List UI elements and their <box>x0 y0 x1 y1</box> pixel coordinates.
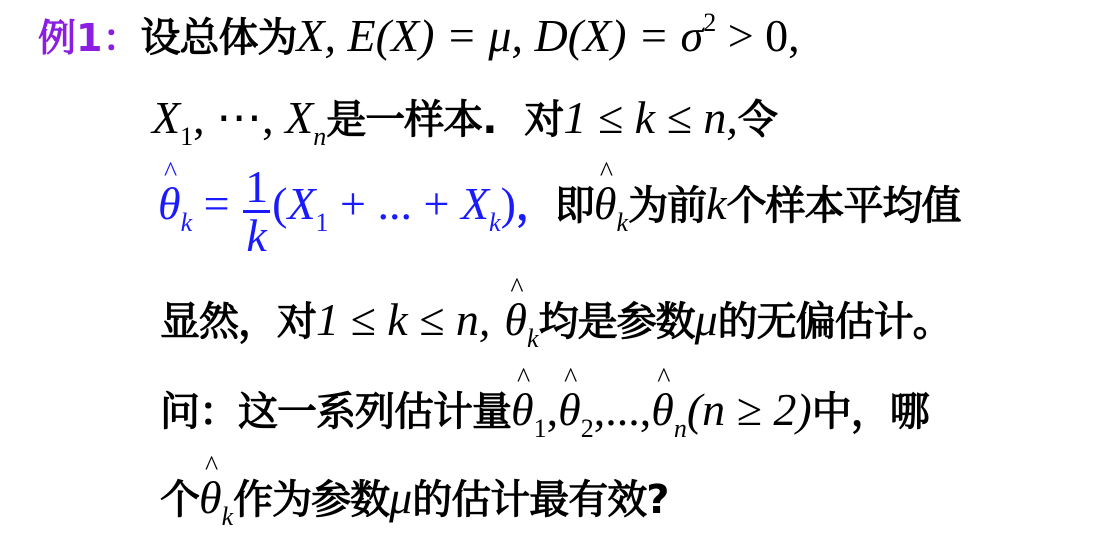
theta-k-hat-2: ^ θ <box>594 177 617 230</box>
line1-sup: 2 <box>703 8 717 37</box>
line5-text-b: 中，哪 <box>811 389 929 435</box>
line4-text-a: 显然，对 <box>160 299 316 345</box>
dots: , ⋯, <box>193 92 286 143</box>
theta-k-subscript-4: k <box>221 502 234 531</box>
line-1 <box>38 6 800 63</box>
x1-symbol-blue: X <box>287 178 316 230</box>
theta-1-hat: ^ θ <box>511 383 534 436</box>
line5-text-a: 问：这一系列估计量 <box>160 389 511 435</box>
example-label: 例1： <box>38 16 141 60</box>
k-symbol: k <box>706 178 727 230</box>
line4-text-b: 均是参数 <box>538 299 695 345</box>
line2-text-a: 是一样本. <box>326 97 497 143</box>
xn-subscript: n <box>313 122 327 151</box>
line-3 <box>158 161 961 263</box>
theta-k-subscript: k <box>180 208 193 238</box>
theta-2-subscript: 2 <box>580 414 594 443</box>
x1-subscript: 1 <box>180 122 194 151</box>
xk-subscript: k <box>489 208 501 238</box>
line3-text-b: 为前 <box>628 183 707 230</box>
comma-dots: ,..., <box>593 384 652 435</box>
line-2 <box>152 88 777 151</box>
line1-formula-tail: > 0, <box>716 10 800 61</box>
line4-text-c: 的无偏估计。 <box>717 299 952 345</box>
theta-n-hat: ^ θ <box>651 383 674 436</box>
line4-range: 1 ≤ k ≤ n, <box>316 294 491 345</box>
line3-text-a: 即 <box>554 183 594 230</box>
equals-sign: = <box>192 178 242 230</box>
theta-k-hat-4: ^ θ <box>199 471 222 524</box>
x1-subscript-blue: 1 <box>315 208 329 238</box>
plus-dots: + ... + <box>328 178 461 230</box>
theta-1-subscript: 1 <box>533 414 547 443</box>
line1-formula: X, E(X) = μ, D(X) = σ <box>296 10 704 61</box>
x1-symbol: X <box>152 92 181 143</box>
line6-text-b: 作为参数 <box>233 477 390 523</box>
condition: (n ≥ 2) <box>686 384 812 435</box>
fraction-denominator: k <box>246 210 267 261</box>
line-5 <box>160 380 929 443</box>
theta-n-subscript: n <box>673 414 687 443</box>
theta-k-hat-3: ^ θ <box>504 293 527 346</box>
fraction-1-over-k <box>243 161 270 261</box>
comma-1: , <box>546 384 559 435</box>
theta-k-subscript-3: k <box>527 324 539 353</box>
mu-symbol: μ <box>694 294 718 345</box>
xk-symbol: X <box>460 178 490 230</box>
line2-range: 1 ≤ k ≤ n, <box>563 92 738 143</box>
line-6 <box>160 468 669 531</box>
line6-text-c: 的估计最有效? <box>412 477 669 523</box>
line1-text: 设总体为 <box>140 15 297 61</box>
line6-text-a: 个 <box>160 477 199 523</box>
line3-text-c: 个样本平均值 <box>726 183 961 230</box>
mu-symbol-2: μ <box>389 472 413 523</box>
line-4 <box>160 290 952 353</box>
theta-k-subscript-2: k <box>616 208 629 238</box>
theta-2-hat: ^ θ <box>558 383 581 436</box>
fraction-numerator: 1 <box>245 161 269 212</box>
theta-k-hat: ^ θ <box>158 177 181 230</box>
xn-symbol: X <box>285 92 314 143</box>
paren-close: ) <box>500 178 516 230</box>
comma: ， <box>515 183 555 230</box>
line2-text-b: 对 <box>524 97 564 143</box>
line2-text-c: 令 <box>737 97 777 143</box>
paren-open: ( <box>272 178 288 230</box>
